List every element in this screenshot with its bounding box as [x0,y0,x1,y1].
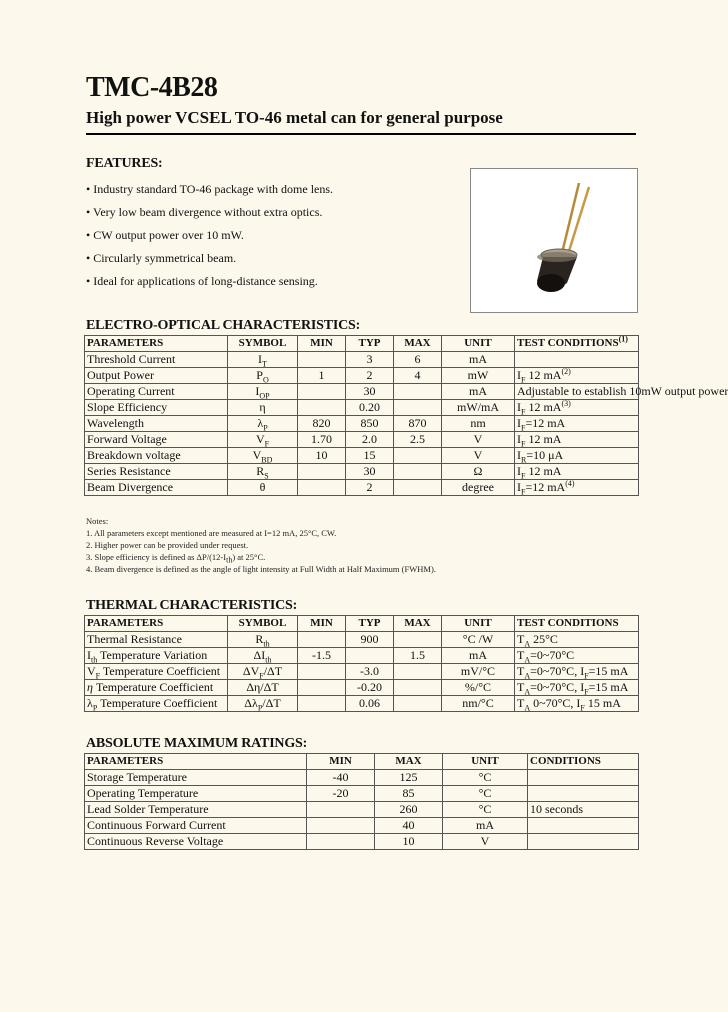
column-header: UNIT [442,336,515,352]
cell-min: 820 [298,416,346,432]
features-list [86,180,333,295]
cell-param: Slope Efficiency [85,400,228,416]
feature-item: • Circularly symmetrical beam. [86,251,237,265]
thermal-heading: THERMAL CHARACTERISTICS: [86,598,298,613]
note-line: 2. Higher power can be provided under request. [86,540,249,550]
cell-unit: mW [442,368,515,384]
cell-max: 1.5 [394,648,442,664]
cell-min [298,696,346,712]
cell-condition [528,834,639,850]
electro-optical-table [84,334,728,497]
cell-symbol: Δη/ΔT [228,680,298,696]
column-header: UNIT [442,616,515,632]
feature-item: • Ideal for applications of long-distance sensing. [86,274,318,288]
table-row [85,802,639,818]
cell-symbol: $P_O$ [228,368,298,384]
document-title: TMC-4B28 [86,72,218,103]
cell-param: η Temperature Coefficient [85,680,228,696]
cell-condition: Adjustable to establish 10mW output power [515,384,639,400]
cell-param: Continuous Reverse Voltage [85,834,307,850]
table-header-row [85,336,639,352]
vcsel-can-illustration [471,169,637,312]
cell-unit: °C /W [442,632,515,648]
cell-max: 85 [375,786,443,802]
cell-max [394,480,442,496]
cell-param: Wavelength [85,416,228,432]
cell-symbol: η [228,400,298,416]
note-line: 4. Beam divergence is defined as the angle of light intensity at Full Width at Half Maximum (FWHM). [86,564,436,574]
cell-param: Continuous Forward Current [85,818,307,834]
cell-condition [528,818,639,834]
cell-symbol: $\Delta\lambda_P/\Delta T$ [228,696,298,712]
table-row [85,834,639,850]
cell-unit: nm [442,416,515,432]
cell-condition: $I_F=12$ $mA^{(4)}$ [515,480,639,496]
table-row [85,680,639,696]
column-header: SYMBOL [228,616,298,632]
column-header: TYP [346,336,394,352]
cell-max: 260 [375,802,443,818]
table-row [85,384,639,400]
table-row [85,432,639,448]
cell-condition: $T_A$ 25°C [515,632,639,648]
cell-min [298,480,346,496]
cell-condition: $I_F$ 12 $mA^{(3)}$ [515,400,639,416]
cell-typ: 30 [346,384,394,400]
absolute-max-table [84,753,639,850]
column-header: MAX [394,336,442,352]
table-row [85,400,639,416]
cell-condition: 10 seconds [528,802,639,818]
cell-typ: 15 [346,448,394,464]
column-header: PARAMETERS [85,336,228,352]
cell-unit: Ω [442,464,515,480]
cell-param: Series Resistance [85,464,228,480]
table-row [85,696,639,712]
cell-typ: 3 [346,352,394,368]
cell-condition: $T_A=0\sim 70^\circ C$, $I_F=15$ mA [515,664,639,680]
cell-typ: 2 [346,480,394,496]
cell-symbol: $V_F$ [228,432,298,448]
column-header: TEST CONDITIONS$^{(1)}$ [515,336,639,352]
cell-symbol: $I_{OP}$ [228,384,298,400]
cell-min [298,632,346,648]
cell-min [298,400,346,416]
cell-max: 6 [394,352,442,368]
cell-max [394,664,442,680]
cell-min: 10 [298,448,346,464]
cell-condition [515,352,639,368]
cell-typ: 30 [346,464,394,480]
cell-max: 2.5 [394,432,442,448]
cell-param: Beam Divergence [85,480,228,496]
cell-unit: V [442,448,515,464]
cell-unit: mA [442,384,515,400]
cell-typ: 2.0 [346,432,394,448]
table-row [85,464,639,480]
cell-symbol: $R_{th}$ [228,632,298,648]
electro-optical-heading: ELECTRO-OPTICAL CHARACTERISTICS: [86,318,361,333]
cell-unit: °C [443,786,528,802]
cell-unit: nm/°C [442,696,515,712]
table-row [85,448,639,464]
cell-param: Threshold Current [85,352,228,368]
cell-unit: mV/°C [442,664,515,680]
cell-unit: V [442,432,515,448]
cell-symbol: $\Delta V_F/\Delta T$ [228,664,298,680]
feature-item: • Very low beam divergence without extra optics. [86,205,323,219]
table-row [85,416,639,432]
cell-min [307,802,375,818]
note-line: 1. All parameters except mentioned are measured at I=12 mA, 25°C, CW. [86,528,337,538]
cell-condition: $T_A$ 0~70°C, $I_F$ 15 mA [515,696,639,712]
document-subtitle: High power VCSEL TO-46 metal can for general purpose [86,108,503,127]
cell-param: Thermal Resistance [85,632,228,648]
cell-typ: 0.20 [346,400,394,416]
cell-typ: -3.0 [346,664,394,680]
cell-max [394,632,442,648]
cell-min: -40 [307,770,375,786]
column-header: UNIT [443,754,528,770]
column-header: CONDITIONS [528,754,639,770]
cell-min: -20 [307,786,375,802]
column-header: SYMBOL [228,336,298,352]
cell-typ [346,648,394,664]
table-row [85,480,639,496]
column-header: MAX [394,616,442,632]
cell-param: Operating Temperature [85,786,307,802]
cell-typ: -0.20 [346,680,394,696]
cell-param: Forward Voltage [85,432,228,448]
table-row [85,786,639,802]
cell-symbol: $I_T$ [228,352,298,368]
cell-condition: $I_F$ 12 mA [515,432,639,448]
cell-condition: $I_F$ 12 mA [515,464,639,480]
cell-condition: $I_R=10$ μA [515,448,639,464]
cell-condition: $I_F=12$ mA [515,416,639,432]
cell-max [394,680,442,696]
cell-unit: V [443,834,528,850]
table-row [85,770,639,786]
cell-param: $\lambda_P$ Temperature Coefficient [85,696,228,712]
feature-item: • CW output power over 10 mW. [86,228,244,242]
cell-min: 1.70 [298,432,346,448]
note-line: Notes: [86,516,109,526]
cell-condition [528,786,639,802]
cell-typ: 2 [346,368,394,384]
cell-param: $V_F$ Temperature Coefficient [85,664,228,680]
cell-symbol: θ [228,480,298,496]
cell-condition: $T_A=0\sim 70^\circ C$ [515,648,639,664]
cell-unit: %/°C [442,680,515,696]
cell-min [298,680,346,696]
cell-unit: mA [443,818,528,834]
cell-min [298,384,346,400]
cell-condition: $T_A=0\sim 70^\circ C$, $I_F=15$ mA [515,680,639,696]
cell-unit: °C [443,770,528,786]
cell-max: 870 [394,416,442,432]
title-divider [86,133,636,135]
cell-param: Operating Current [85,384,228,400]
cell-typ: 0.06 [346,696,394,712]
features-heading: FEATURES: [86,156,163,171]
cell-typ: 850 [346,416,394,432]
cell-min [307,834,375,850]
cell-param: Breakdown voltage [85,448,228,464]
thermal-table [84,615,639,712]
absolute-max-heading: ABSOLUTE MAXIMUM RATINGS: [86,736,308,751]
cell-param: Output Power [85,368,228,384]
note-line: 3. Slope efficiency is defined as $\Delta P/(12-I_{th})$ at 25°C. [86,552,266,565]
cell-max [394,696,442,712]
cell-symbol: $\lambda_P$ [228,416,298,432]
cell-max [394,400,442,416]
cell-min [298,352,346,368]
table-header-row [85,616,639,632]
cell-symbol: $R_S$ [228,464,298,480]
column-header: MIN [307,754,375,770]
column-header: MAX [375,754,443,770]
table-row [85,368,639,384]
column-header: TYP [346,616,394,632]
cell-max: 40 [375,818,443,834]
cell-param: Lead Solder Temperature [85,802,307,818]
cell-unit: mW/mA [442,400,515,416]
cell-min [298,464,346,480]
product-photo [470,168,638,313]
cell-max [394,448,442,464]
cell-param: Storage Temperature [85,770,307,786]
cell-min [307,818,375,834]
table-header-row [85,754,639,770]
cell-max: 125 [375,770,443,786]
table-row [85,664,639,680]
column-header: PARAMETERS [85,754,307,770]
column-header: MIN [298,616,346,632]
cell-symbol: $V_{BD}$ [228,448,298,464]
table-row [85,352,639,368]
cell-min: -1.5 [298,648,346,664]
cell-unit: mA [442,352,515,368]
cell-max [394,384,442,400]
cell-max [394,464,442,480]
table-row [85,818,639,834]
feature-item: • Industry standard TO-46 package with dome lens. [86,182,334,196]
cell-unit: °C [443,802,528,818]
cell-param: $I_{th}$ Temperature Variation [85,648,228,664]
table-row [85,648,639,664]
table-row [85,632,639,648]
cell-condition [528,770,639,786]
column-header: TEST CONDITIONS [515,616,639,632]
cell-symbol: $\Delta I_{th}$ [228,648,298,664]
cell-min: 1 [298,368,346,384]
cell-typ: 900 [346,632,394,648]
cell-max: 4 [394,368,442,384]
cell-unit: mA [442,648,515,664]
column-header: MIN [298,336,346,352]
cell-max: 10 [375,834,443,850]
cell-condition: $I_F$ 12 $mA^{(2)}$ [515,368,639,384]
cell-min [298,664,346,680]
cell-unit: degree [442,480,515,496]
electro-optical-notes [86,515,436,575]
column-header: PARAMETERS [85,616,228,632]
